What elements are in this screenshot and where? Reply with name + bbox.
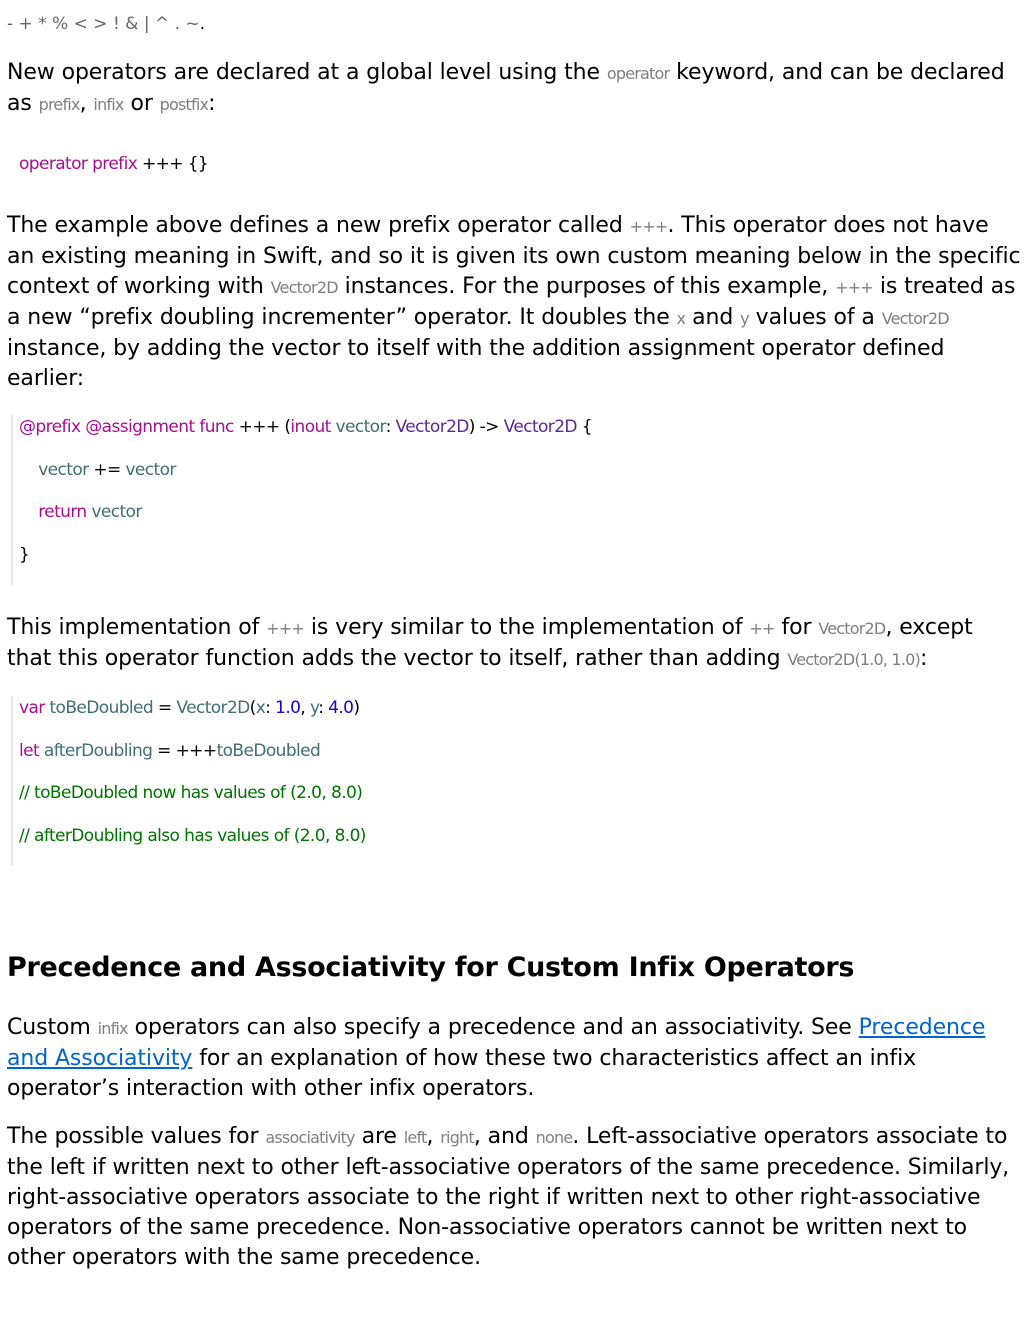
inline-code: left bbox=[403, 1128, 427, 1147]
inline-code-infix: infix bbox=[93, 95, 124, 114]
keyword: var bbox=[19, 698, 45, 718]
code-line bbox=[19, 415, 592, 458]
identifier: toBeDoubled bbox=[216, 740, 321, 761]
identifier: vector bbox=[125, 459, 176, 480]
text: , and bbox=[473, 1124, 536, 1149]
text: . Left-associative operators associate to the left if written next to other left-associative operators of the same precedence. Similarly, right-associative operators associate to the right if written next to other right-associative operators of the same precedence. Non-associative operators cannot be written next to other operators with the same precedence. bbox=[7, 1124, 1010, 1270]
text: This implementation of bbox=[7, 615, 267, 640]
code-comment: // toBeDoubled now has values of (2.0, 8.0) bbox=[19, 783, 363, 804]
code-line bbox=[19, 543, 592, 586]
identifier: vector bbox=[38, 459, 89, 480]
code-line bbox=[19, 739, 366, 782]
inline-code: ++ bbox=[749, 619, 775, 638]
inline-code: Vector2D bbox=[881, 309, 949, 328]
inline-code: y bbox=[740, 309, 749, 328]
text: . This operator does not have an existing meaning in Swift, and so it is given its own custom meaning below in the specific context of working with bbox=[7, 213, 1021, 299]
section-heading: Precedence and Associativity for Custom Infix Operators bbox=[7, 952, 855, 983]
code-block-prefix-func bbox=[11, 415, 592, 585]
inline-code-operator: operator bbox=[606, 64, 670, 83]
code-text: += bbox=[88, 459, 126, 480]
type-name: Vector2D bbox=[395, 417, 469, 437]
code-text: : bbox=[265, 698, 276, 718]
identifier: Vector2D bbox=[176, 698, 250, 718]
paragraph-custom-infix bbox=[7, 1013, 1019, 1104]
code-line bbox=[19, 458, 592, 501]
identifier: y bbox=[309, 698, 319, 718]
code-text: : bbox=[385, 417, 396, 437]
code-line bbox=[19, 824, 366, 867]
inline-code: associativity bbox=[265, 1128, 355, 1147]
operators-list bbox=[7, 14, 205, 34]
keyword: inout bbox=[290, 417, 331, 437]
text: New operators are declared at a global level using the bbox=[7, 60, 607, 85]
identifier: vector bbox=[335, 417, 386, 437]
identifier: afterDoubling bbox=[43, 740, 153, 761]
text: Custom bbox=[7, 1015, 98, 1040]
text: keyword, and can be declared as bbox=[7, 60, 1005, 116]
inline-code: +++ bbox=[835, 278, 873, 297]
code-block-operator-declaration bbox=[11, 152, 208, 195]
text: instance, by adding the vector to itself with the addition assignment operator defined earlier: bbox=[7, 336, 945, 391]
text: instances. For the purposes of this example, bbox=[337, 274, 836, 299]
text: or bbox=[123, 91, 160, 116]
identifier: vector bbox=[91, 502, 142, 523]
code-line bbox=[19, 152, 208, 195]
code-text: { bbox=[576, 417, 592, 437]
text: , bbox=[79, 91, 94, 116]
text: : bbox=[208, 91, 216, 116]
indent bbox=[19, 460, 38, 480]
code-comment: // afterDoubling also has values of (2.0, 8.0) bbox=[19, 825, 366, 846]
text: operators can also specify a precedence and an associativity. See bbox=[127, 1015, 859, 1040]
code-text: : bbox=[318, 698, 329, 718]
text: are bbox=[354, 1124, 404, 1149]
number-literal: 4.0 bbox=[328, 698, 354, 718]
code-text: ) -> bbox=[468, 417, 504, 437]
code-text: , bbox=[300, 698, 310, 718]
paragraph-associativity-values bbox=[7, 1122, 1019, 1273]
text: is very similar to the implementation of bbox=[303, 615, 750, 640]
operators-text: - + * % < > ! & | ^ . ~ bbox=[7, 14, 200, 34]
number-literal: 1.0 bbox=[275, 698, 301, 718]
paragraph-declaring-operators bbox=[7, 58, 1019, 120]
inline-code: Vector2D bbox=[818, 619, 886, 638]
inline-code: +++ bbox=[629, 217, 668, 236]
text: for bbox=[774, 615, 819, 640]
identifier: toBeDoubled bbox=[49, 698, 154, 718]
text: for an explanation of how these two characteristics affect an infix operator’s interaction with other infix operators. bbox=[7, 1046, 917, 1101]
inline-code: +++ bbox=[266, 619, 304, 638]
code-text: +++ {} bbox=[137, 154, 209, 174]
keyword: return bbox=[38, 502, 87, 523]
text: , except that this operator function adds the vector to itself, rather than adding bbox=[7, 615, 973, 671]
inline-code: Vector2D bbox=[270, 278, 338, 297]
text: The example above defines a new prefix operator called bbox=[7, 213, 630, 238]
inline-code: infix bbox=[97, 1019, 128, 1038]
inline-code: right bbox=[440, 1128, 474, 1147]
code-text: ) bbox=[353, 698, 360, 718]
operators-period: . bbox=[199, 14, 206, 34]
identifier: x bbox=[255, 698, 266, 718]
code-text: +++ ( bbox=[233, 417, 291, 437]
text: : bbox=[920, 646, 928, 671]
inline-code: none bbox=[535, 1128, 573, 1147]
inline-code: x bbox=[676, 309, 686, 328]
code-line bbox=[19, 696, 366, 739]
text: values of a bbox=[748, 305, 882, 330]
code-text: = bbox=[153, 698, 177, 718]
keyword: @prefix @assignment func bbox=[19, 417, 234, 437]
inline-code: Vector2D(1.0, 1.0) bbox=[787, 650, 920, 669]
inline-code-prefix: prefix bbox=[38, 95, 80, 114]
keyword: let bbox=[19, 740, 40, 761]
text: and bbox=[685, 305, 741, 330]
text: , bbox=[426, 1124, 441, 1149]
text: The possible values for bbox=[7, 1124, 266, 1149]
code-text: ( bbox=[249, 698, 256, 718]
keyword: operator prefix bbox=[19, 154, 138, 174]
code-line bbox=[19, 500, 592, 543]
code-line bbox=[19, 781, 366, 824]
code-text: = +++ bbox=[152, 740, 217, 761]
inline-code-postfix: postfix bbox=[159, 95, 209, 114]
precedence-associativity-link[interactable]: Precedence and Associativity bbox=[7, 1015, 986, 1071]
code-text: } bbox=[19, 544, 30, 565]
type-name: Vector2D bbox=[503, 417, 577, 437]
paragraph-implementation-note bbox=[7, 613, 1019, 675]
text: is treated as a new “prefix doubling incrementer” operator. It doubles the bbox=[7, 274, 1016, 330]
indent bbox=[19, 502, 38, 522]
paragraph-prefix-operator-example bbox=[7, 211, 1021, 394]
code-block-usage bbox=[11, 696, 366, 866]
